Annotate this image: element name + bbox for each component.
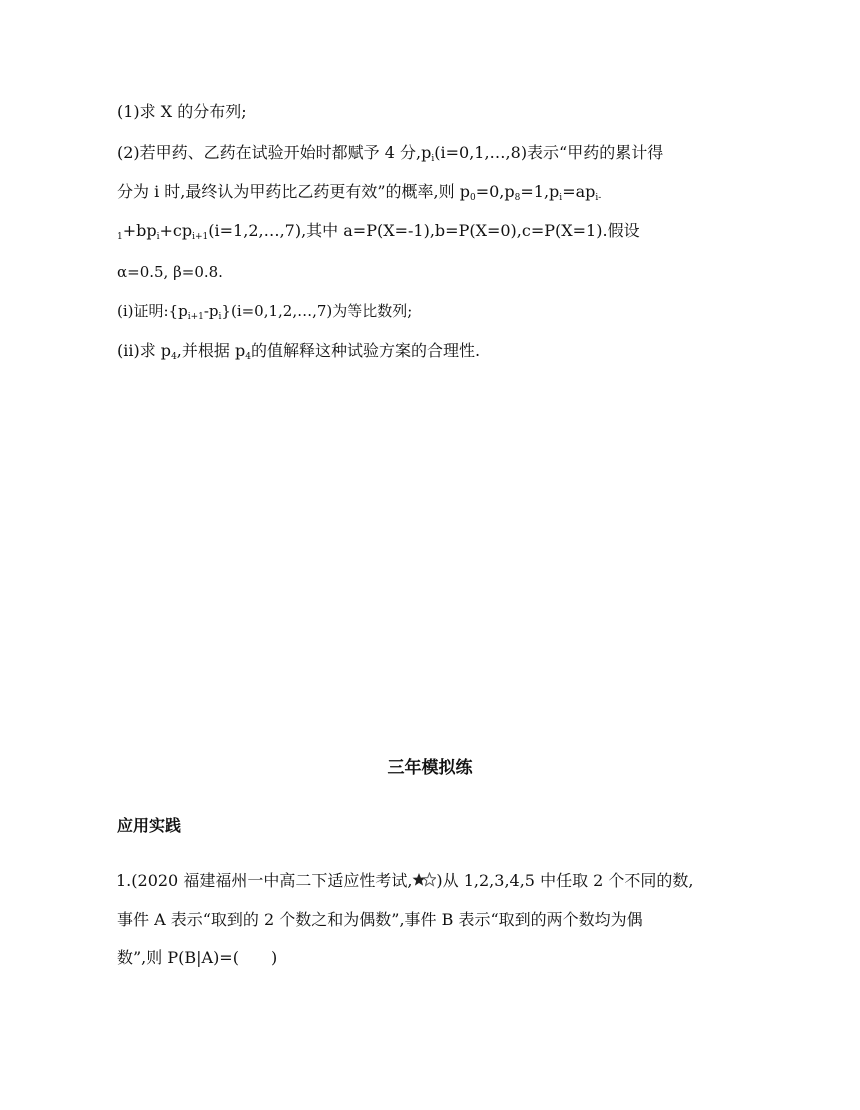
- text: +cp: [159, 221, 193, 240]
- subscript: i: [218, 312, 222, 322]
- problem-1-line-3: [117, 948, 277, 968]
- subscript: 1: [117, 232, 123, 242]
- problem-1-line-2: 事件 A 表示“取到的 2 个数之和为偶数”,事件 B 表示“取到的两个数均为偶: [117, 910, 643, 929]
- text: =0,p: [475, 182, 515, 201]
- section-title: 三年模拟练: [387, 758, 473, 778]
- text: )从 1,2,3,4,5 中任取 2 个不同的数,: [436, 871, 694, 890]
- text: 数”,则 P(B|A)=(: [117, 948, 239, 967]
- subscript: i: [559, 193, 563, 203]
- text: +bp: [122, 221, 157, 240]
- subscript: i+1: [192, 232, 209, 242]
- text: (2)若甲药、乙药在试验开始时都赋予 4 分,p: [117, 143, 432, 162]
- text: (i)证明:{p: [117, 302, 188, 320]
- text: (ii)求 p: [117, 341, 172, 360]
- text: (i=0,1,…,8)表示“甲药的累计得: [434, 143, 664, 162]
- text: =1,p: [520, 182, 560, 201]
- section-subheading: 应用实践: [117, 816, 182, 835]
- text: (i=1,2,…,7),其中 a=P(X=-1),b=P(X=0),c=P(X=1).假设: [208, 221, 640, 240]
- subscript: 4: [171, 352, 177, 362]
- subscript: i: [431, 154, 435, 164]
- question-part-2-line-1: [117, 143, 663, 169]
- text: =ap: [562, 182, 596, 201]
- text: 1.(2020 福建福州一中高二下适应性考试,: [116, 871, 413, 890]
- text: ,并根据 p: [176, 341, 246, 360]
- text: ): [270, 948, 278, 967]
- subscript: i+1: [187, 312, 204, 322]
- subscript: 4: [245, 352, 251, 362]
- question-part-2-ii: [117, 341, 480, 367]
- question-part-1: (1)求 X 的分布列;: [117, 102, 247, 121]
- question-part-2-line-3: [117, 221, 640, 247]
- subscript: i: [156, 232, 160, 242]
- question-part-2-line-4: α=0.5, β=0.8.: [117, 263, 223, 281]
- subscript: 8: [514, 193, 521, 203]
- question-part-2-i: [117, 301, 412, 327]
- text: 的值解释这种试验方案的合理性.: [250, 341, 481, 360]
- difficulty-stars-icon: [412, 872, 436, 888]
- question-part-2-line-2: [117, 182, 601, 208]
- text: -p: [203, 302, 219, 320]
- subscript: i-: [595, 193, 602, 203]
- text: }(i=0,1,2,…,7)为等比数列;: [221, 302, 413, 320]
- subscript: 0: [469, 193, 476, 203]
- problem-1-line-1: [116, 871, 694, 891]
- text: 分为 i 时,最终认为甲药比乙药更有效”的概率,则 p: [117, 182, 470, 201]
